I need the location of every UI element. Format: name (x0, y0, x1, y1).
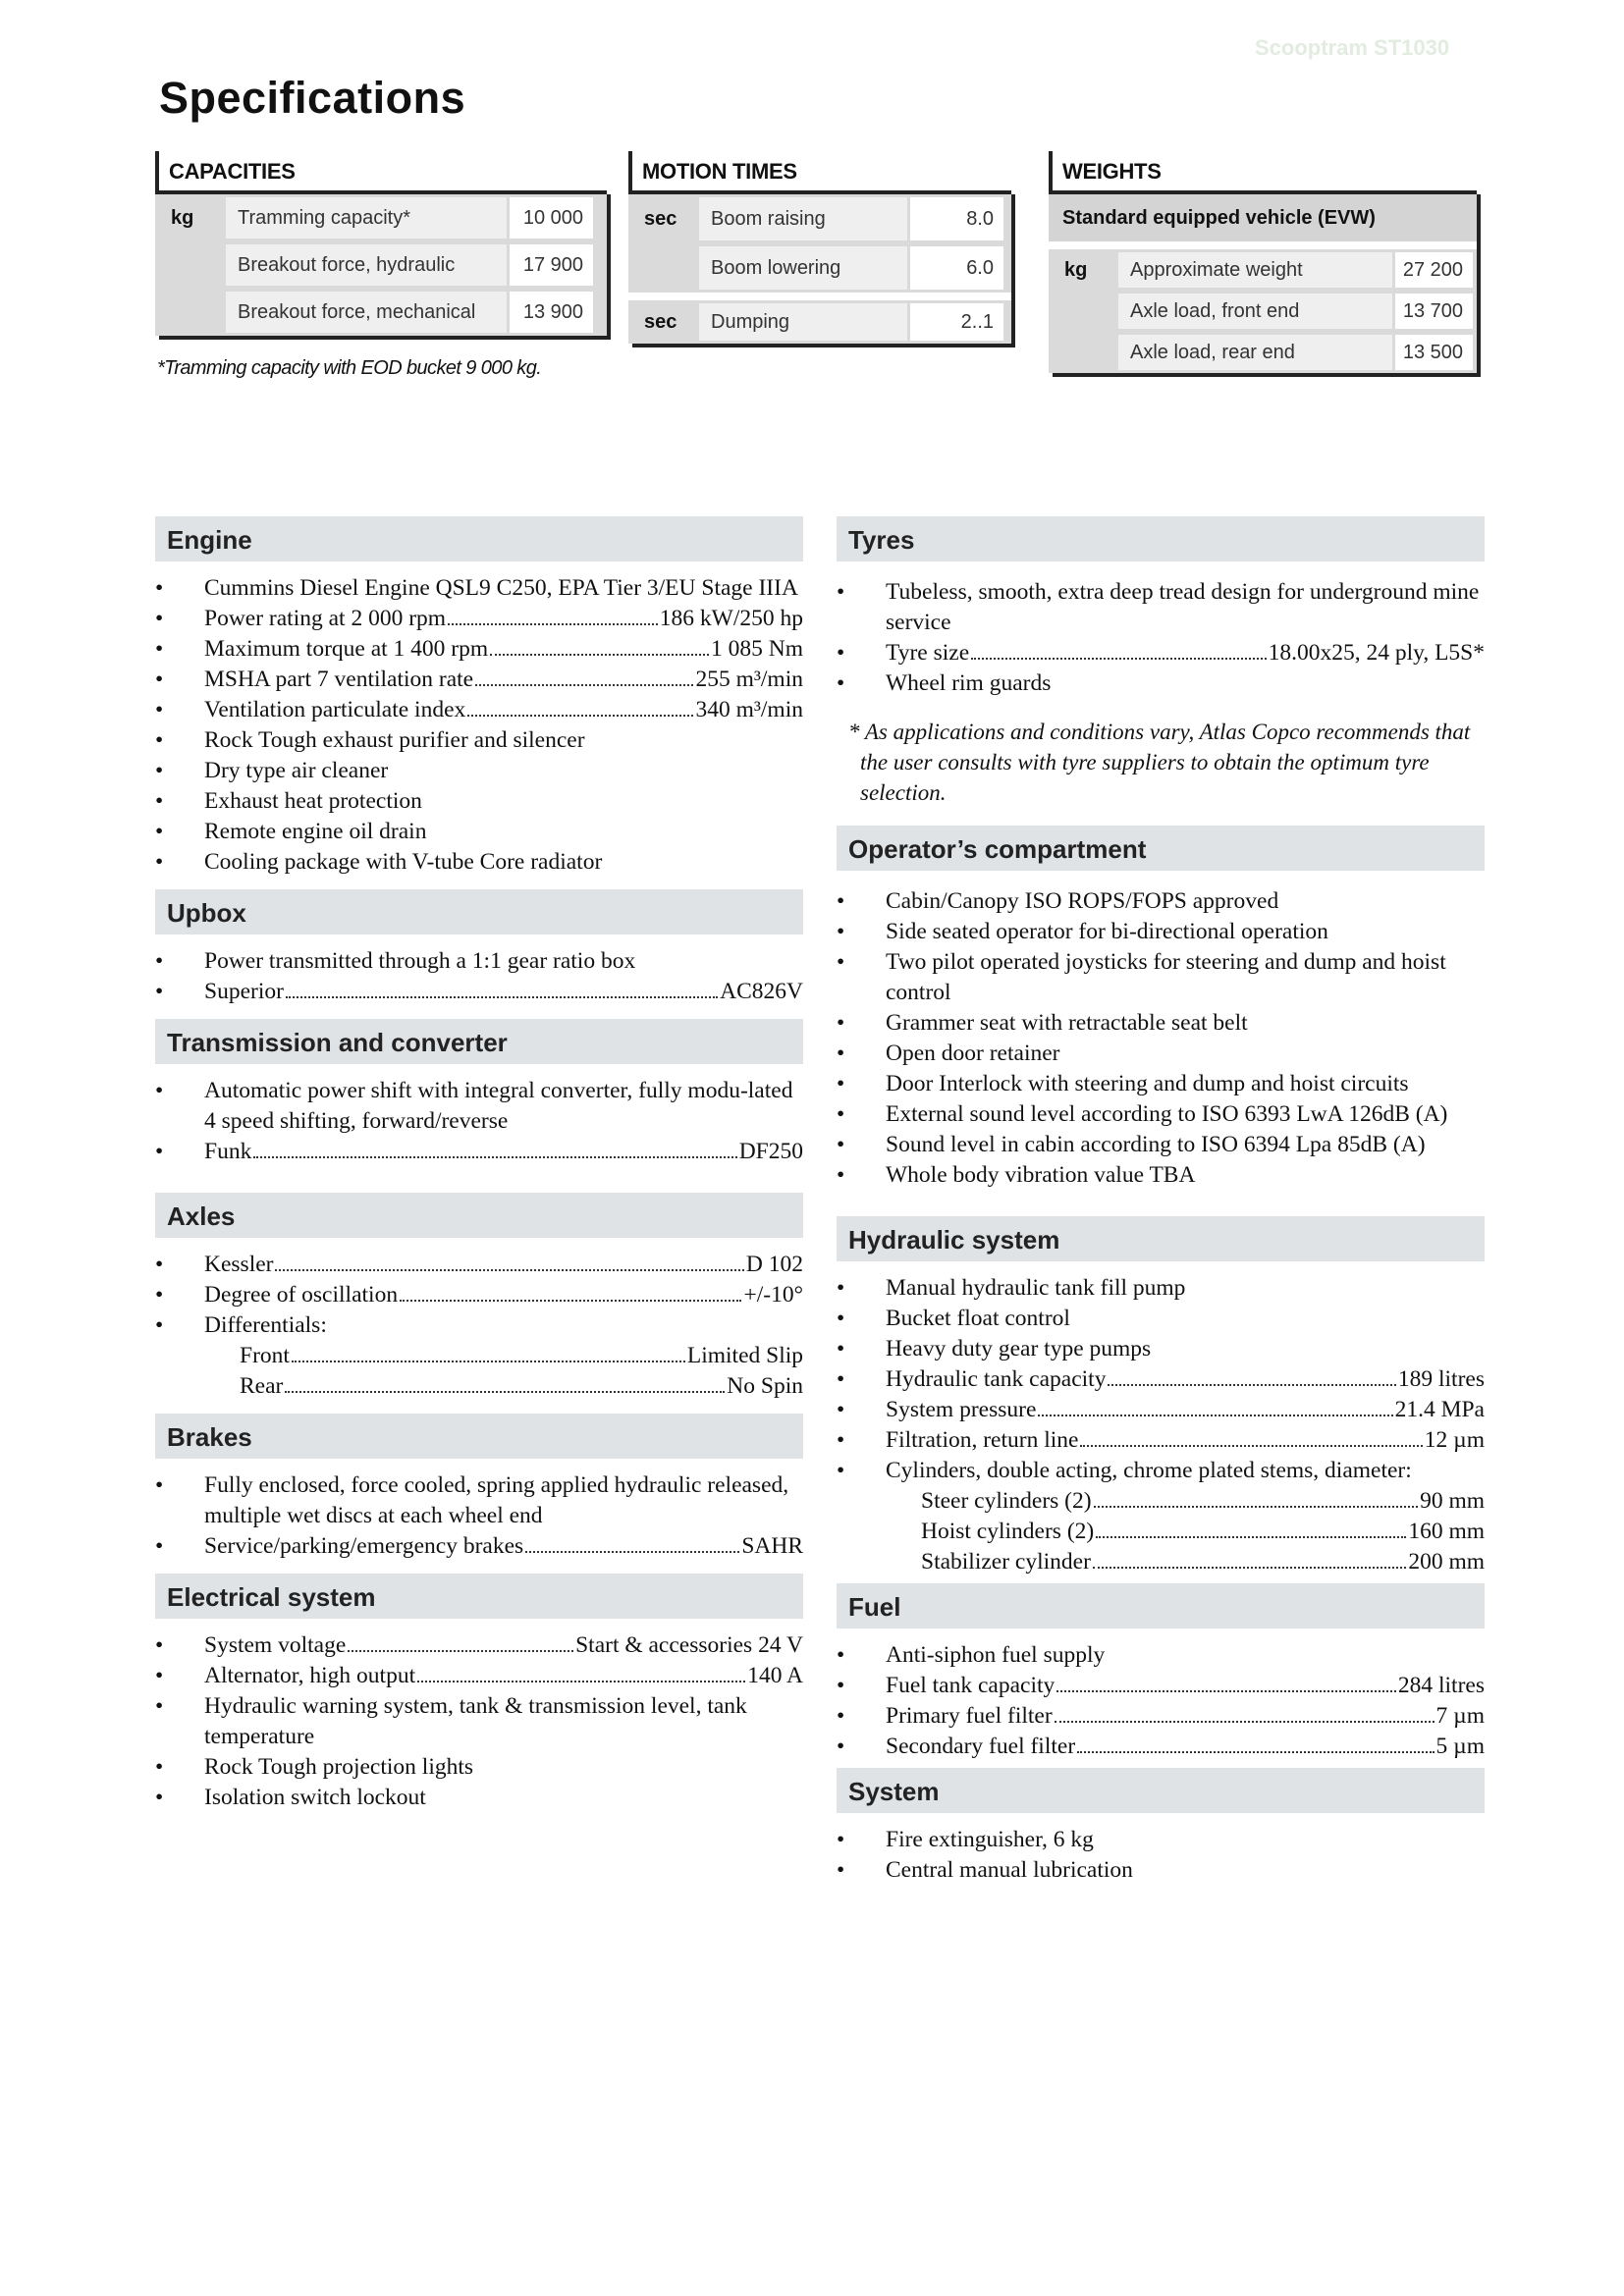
item-text: Manual hydraulic tank fill pump (886, 1275, 1186, 1301)
motion-times-table (628, 151, 1011, 344)
brakes-list (155, 1470, 803, 1562)
bullet-icon: • (155, 1663, 164, 1688)
bullet-icon: • (155, 758, 164, 783)
bullet-icon: • (155, 727, 164, 753)
weights-table (1049, 151, 1477, 373)
axles-list (155, 1250, 803, 1402)
item-text: Dry type air cleaner (204, 758, 389, 783)
tyres-list (837, 577, 1485, 699)
list-item (837, 1099, 1485, 1130)
list-item (155, 665, 803, 695)
fuel-list (837, 1640, 1485, 1762)
table-cell-value: 13 700 (1395, 294, 1473, 329)
bullet-icon: • (837, 1458, 845, 1483)
list-item (155, 756, 803, 786)
item-text: Automatic power shift with integral converter, fully modu-lated 4 speed shifting, forward/reverse (204, 1078, 793, 1134)
section-transmission-heading: Transmission and converter (155, 1019, 803, 1064)
bullet-icon: • (155, 1252, 164, 1277)
section-upbox-heading: Upbox (155, 889, 803, 934)
list-item (155, 604, 803, 634)
bullet-icon: • (155, 1312, 164, 1338)
spec-key: Front (240, 1343, 290, 1368)
table-cell-label: Dumping (699, 303, 907, 341)
section-axles-heading: Axles (155, 1193, 803, 1238)
item-text: Power transmitted through a 1:1 gear ratio box (204, 948, 636, 974)
bullet-icon: • (155, 1533, 164, 1559)
bullet-icon: • (837, 888, 845, 914)
list-item (155, 1630, 803, 1661)
capacities-footnote: *Tramming capacity with EOD bucket 9 000 kg. (157, 357, 542, 379)
bullet-icon: • (837, 640, 845, 666)
list-item (837, 1039, 1485, 1069)
bullet-icon: • (837, 1427, 845, 1453)
list-item (837, 1008, 1485, 1039)
hydraulic-list (837, 1273, 1485, 1577)
motion-times-header: MOTION TIMES (628, 151, 1011, 190)
spec-value: Limited Slip (686, 1343, 803, 1368)
list-item (155, 1470, 803, 1531)
spec-value: 140 A (747, 1663, 803, 1688)
item-text: Cummins Diesel Engine QSL9 C250, EPA Tier 3/EU Stage IIIA (204, 575, 798, 601)
right-column (837, 516, 1485, 1892)
spec-key: Secondary fuel filter (886, 1734, 1076, 1759)
section-tyres-heading: Tyres (837, 516, 1485, 561)
list-item (155, 1783, 803, 1813)
spec-value: 284 litres (1397, 1673, 1485, 1698)
list-item (155, 786, 803, 817)
bullet-icon: • (837, 1010, 845, 1036)
spec-key: Degree of oscillation (204, 1282, 399, 1308)
item-text: Sound level in cabin according to ISO 6394 Lpa 85dB (A) (886, 1132, 1426, 1157)
spec-key: Funk (204, 1139, 252, 1164)
item-text: Cooling package with V-tube Core radiator (204, 849, 603, 875)
list-item (837, 1671, 1485, 1701)
item-text: Tubeless, smooth, extra deep tread design for underground mine service (886, 579, 1480, 635)
bullet-icon: • (837, 1857, 845, 1883)
spec-value: 186 kW/250 hp (659, 606, 803, 631)
list-item (155, 1280, 803, 1310)
item-text: Wheel rim guards (886, 670, 1052, 696)
bullet-icon: • (837, 1101, 845, 1127)
bullet-icon: • (155, 575, 164, 601)
bullet-icon: • (837, 1041, 845, 1066)
sub-list-item (204, 1371, 803, 1402)
spec-value: 7 µm (1435, 1703, 1485, 1729)
bullet-icon: • (155, 1078, 164, 1103)
bullet-icon: • (155, 636, 164, 662)
bullet-icon: • (155, 849, 164, 875)
spec-key: Tyre size (886, 640, 970, 666)
list-item (155, 817, 803, 847)
table-cell-value: 2..1 (910, 303, 1003, 341)
section-system-heading: System (837, 1768, 1485, 1813)
bullet-icon: • (155, 979, 164, 1004)
upbox-list (155, 946, 803, 1007)
bullet-icon: • (837, 1827, 845, 1852)
bullet-icon: • (155, 1472, 164, 1498)
list-item (155, 1076, 803, 1137)
spec-key: Fuel tank capacity (886, 1673, 1056, 1698)
bullet-icon: • (837, 1336, 845, 1362)
sub-list-holder (837, 1486, 1485, 1577)
item-text: Heavy duty gear type pumps (886, 1336, 1152, 1362)
bullet-icon: • (837, 1132, 845, 1157)
section-brakes-heading: Brakes (155, 1414, 803, 1459)
item-text: Fire extinguisher, 6 kg (886, 1827, 1094, 1852)
item-text: Grammer seat with retractable seat belt (886, 1010, 1248, 1036)
table-cell-value: 8.0 (910, 197, 1003, 240)
table-cell-label: Approximate weight (1118, 252, 1392, 288)
sub-list-holder (155, 1341, 803, 1402)
table-cell-value: 10 000 (510, 197, 593, 239)
table-cell-label: Boom lowering (699, 246, 907, 290)
motion-times-unit: sec (644, 207, 677, 230)
item-text: Whole body vibration value TBA (886, 1162, 1196, 1188)
item-text: Side seated operator for bi-directional operation (886, 919, 1328, 944)
left-column (155, 516, 803, 1819)
item-text: Rock Tough exhaust purifier and silencer (204, 727, 585, 753)
spec-value: 1 085 Nm (711, 636, 803, 662)
bullet-icon: • (155, 1754, 164, 1780)
bullet-icon: • (837, 670, 845, 696)
list-item (837, 1425, 1485, 1456)
bullet-icon: • (155, 667, 164, 692)
list-item (155, 1137, 803, 1167)
item-text: Cabin/Canopy ISO ROPS/FOPS approved (886, 888, 1279, 914)
table-cell-label: Breakout force, mechanical (226, 292, 507, 333)
section-operator-heading: Operator’s compartment (837, 826, 1485, 871)
spec-value: AC826V (720, 979, 803, 1004)
list-item (837, 1273, 1485, 1304)
item-text: Cylinders, double acting, chrome plated stems, diameter: (886, 1458, 1412, 1483)
list-item (155, 1310, 803, 1341)
list-item (155, 1531, 803, 1562)
transmission-list (155, 1076, 803, 1167)
section-engine-heading: Engine (155, 516, 803, 561)
sub-list-item (886, 1517, 1485, 1547)
list-item (155, 1250, 803, 1280)
list-item (155, 847, 803, 878)
bullet-icon: • (837, 1366, 845, 1392)
spec-key: System pressure (886, 1397, 1037, 1422)
spec-key: Alternator, high output (204, 1663, 416, 1688)
spec-value: 160 mm (1408, 1519, 1485, 1544)
motion-times-unit: sec (644, 310, 677, 333)
table-cell-label: Axle load, front end (1118, 294, 1392, 329)
bullet-icon: • (155, 697, 164, 722)
list-item (837, 1334, 1485, 1364)
spec-value: Start & accessories 24 V (575, 1632, 803, 1658)
spec-value: 340 m³/min (695, 697, 803, 722)
spec-value: +/-10° (743, 1282, 803, 1308)
item-text: Remote engine oil drain (204, 819, 427, 844)
list-item (155, 1691, 803, 1752)
section-fuel-heading: Fuel (837, 1583, 1485, 1629)
bullet-icon: • (837, 1673, 845, 1698)
spec-key: Kessler (204, 1252, 274, 1277)
sub-list (886, 1486, 1485, 1577)
spec-key: Primary fuel filter (886, 1703, 1053, 1729)
bullet-icon: • (837, 919, 845, 944)
operator-list (837, 886, 1485, 1191)
spec-key: System voltage (204, 1632, 347, 1658)
section-hydraulic-heading: Hydraulic system (837, 1216, 1485, 1261)
list-item (837, 1304, 1485, 1334)
spec-key: MSHA part 7 ventilation rate (204, 667, 474, 692)
bullet-icon: • (155, 1785, 164, 1810)
section-electrical-heading: Electrical system (155, 1574, 803, 1619)
spec-key: Maximum torque at 1 400 rpm (204, 636, 489, 662)
spec-value: 90 mm (1420, 1488, 1485, 1514)
item-text: Two pilot operated joysticks for steering and dump and hoist control (886, 949, 1446, 1005)
spec-key: Power rating at 2 000 rpm (204, 606, 447, 631)
list-item (837, 1364, 1485, 1395)
list-item (837, 668, 1485, 699)
bullet-icon: • (837, 579, 845, 605)
item-text: Differentials: (204, 1312, 327, 1338)
spec-value: 255 m³/min (695, 667, 803, 692)
item-text: External sound level according to ISO 6393 LwA 126dB (A) (886, 1101, 1448, 1127)
spec-key: Steer cylinders (2) (921, 1488, 1092, 1514)
item-text: Central manual lubrication (886, 1857, 1133, 1883)
list-item (837, 638, 1485, 668)
tyres-note: * As applications and conditions vary, Atlas Copco recommends that the user consults with tyre suppliers to obtain the optimum tyre selection. (848, 720, 1471, 805)
list-item (155, 1661, 803, 1691)
spec-value: 189 litres (1397, 1366, 1485, 1392)
bullet-icon: • (155, 819, 164, 844)
table-cell-label: Axle load, rear end (1118, 335, 1392, 370)
weights-unit: kg (1064, 258, 1088, 281)
capacities-table (155, 151, 607, 336)
list-item (155, 725, 803, 756)
sub-list-item (886, 1486, 1485, 1517)
list-item (837, 1855, 1485, 1886)
list-item (837, 1732, 1485, 1762)
item-text: Anti-siphon fuel supply (886, 1642, 1106, 1668)
list-item (837, 917, 1485, 947)
product-name: Scooptram ST1030 (1255, 35, 1450, 60)
spec-key: Ventilation particulate index (204, 697, 466, 722)
electrical-list (155, 1630, 803, 1813)
list-item (155, 946, 803, 977)
capacities-header: CAPACITIES (155, 151, 607, 190)
list-item (837, 1825, 1485, 1855)
item-text: Bucket float control (886, 1306, 1070, 1331)
bullet-icon: • (837, 1734, 845, 1759)
bullet-icon: • (837, 1642, 845, 1668)
table-cell-label: Tramming capacity* (226, 197, 507, 239)
bullet-icon: • (837, 1162, 845, 1188)
list-item (837, 1456, 1485, 1486)
spec-value: 21.4 MPa (1394, 1397, 1485, 1422)
table-cell-label: Breakout force, hydraulic (226, 244, 507, 286)
bullet-icon: • (155, 1139, 164, 1164)
table-cell-value: 17 900 (510, 244, 593, 286)
spec-key: Hydraulic tank capacity (886, 1366, 1107, 1392)
spec-value: SAHR (741, 1533, 803, 1559)
weights-header: WEIGHTS (1049, 151, 1477, 190)
bullet-icon: • (155, 948, 164, 974)
sub-list (204, 1341, 803, 1402)
bullet-icon: • (837, 1397, 845, 1422)
table-cell-label: Boom raising (699, 197, 907, 240)
spec-key: Hoist cylinders (2) (921, 1519, 1095, 1544)
bullet-icon: • (837, 949, 845, 975)
engine-list (155, 573, 803, 878)
list-item (837, 1160, 1485, 1191)
item-text: Door Interlock with steering and dump and hoist circuits (886, 1071, 1409, 1096)
item-text: Fully enclosed, force cooled, spring applied hydraulic released, multiple wet discs at each wheel end (204, 1472, 789, 1528)
spec-key: Superior (204, 979, 284, 1004)
list-item (837, 1069, 1485, 1099)
page-title: Specifications (159, 73, 466, 123)
table-cell-value: 13 900 (510, 292, 593, 333)
spec-value: 12 µm (1424, 1427, 1485, 1453)
item-text: Isolation switch lockout (204, 1785, 426, 1810)
item-text: Rock Tough projection lights (204, 1754, 474, 1780)
spec-value: 18.00x25, 24 ply, L5S* (1268, 640, 1485, 666)
spec-value: D 102 (745, 1252, 803, 1277)
list-item (837, 886, 1485, 917)
list-item (155, 573, 803, 604)
bullet-icon: • (155, 606, 164, 631)
spec-key: Service/parking/emergency brakes (204, 1533, 524, 1559)
table-cell-value: 6.0 (910, 246, 1003, 290)
list-item (155, 977, 803, 1007)
spec-value: No Spin (727, 1373, 803, 1399)
bullet-icon: • (837, 1275, 845, 1301)
item-text: Exhaust heat protection (204, 788, 422, 814)
list-item (837, 1130, 1485, 1160)
weights-subheader: Standard equipped vehicle (EVW) (1049, 194, 1477, 241)
bullet-icon: • (155, 1693, 164, 1719)
bullet-icon: • (837, 1071, 845, 1096)
table-cell-value: 13 500 (1395, 335, 1473, 370)
item-text: Hydraulic warning system, tank & transmission level, tank temperature (204, 1693, 747, 1749)
sub-list-item (886, 1547, 1485, 1577)
spec-value: DF250 (738, 1139, 803, 1164)
capacities-unit: kg (171, 206, 194, 229)
bullet-icon: • (155, 1632, 164, 1658)
list-item (837, 1395, 1485, 1425)
list-item (155, 1752, 803, 1783)
bullet-icon: • (155, 788, 164, 814)
system-list (837, 1825, 1485, 1886)
list-item (155, 695, 803, 725)
list-item (837, 577, 1485, 638)
spec-value: 200 mm (1408, 1549, 1485, 1575)
bullet-icon: • (837, 1703, 845, 1729)
list-item (837, 947, 1485, 1008)
spec-key: Filtration, return line (886, 1427, 1079, 1453)
item-text: Open door retainer (886, 1041, 1060, 1066)
list-item (837, 1701, 1485, 1732)
sub-list-item (204, 1341, 803, 1371)
list-item (837, 1640, 1485, 1671)
spec-value: 5 µm (1435, 1734, 1485, 1759)
list-item (155, 634, 803, 665)
table-cell-value: 27 200 (1395, 252, 1473, 288)
bullet-icon: • (837, 1306, 845, 1331)
spec-key: Rear (240, 1373, 284, 1399)
bullet-icon: • (155, 1282, 164, 1308)
spec-key: Stabilizer cylinder (921, 1549, 1091, 1575)
